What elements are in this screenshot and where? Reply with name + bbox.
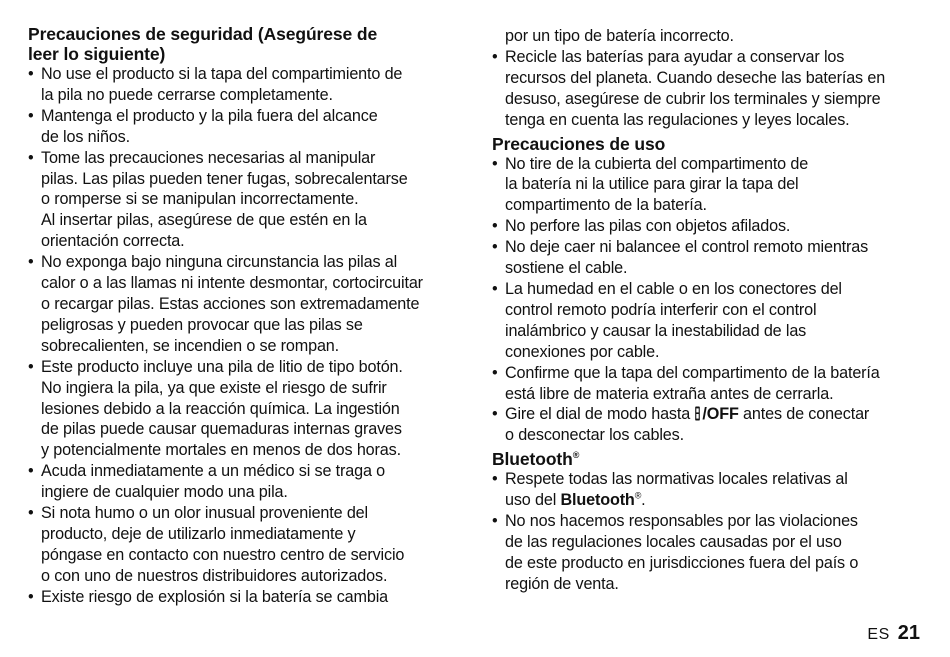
list-item: • No exponga bajo ninguna circunstancia las pilas al calor o a las llamas ni intente desmontar, cortocircuitar o recargar pilas. Estas acciones son extremadamente peligrosas y pueden provocar que las pilas se sobrecalienten, se incendien o se rompan. <box>28 252 460 357</box>
bluetooth-list <box>492 469 922 594</box>
bluetooth-heading <box>492 449 922 469</box>
bt-text-after: . <box>641 491 646 510</box>
list-item-dial <box>492 404 922 446</box>
dial-list <box>492 404 922 446</box>
dial-text-after: antes de conectar o desconectar los cables. <box>505 405 870 445</box>
list-item: • Existe riesgo de explosión si la batería se cambia <box>28 587 460 608</box>
continued-text: por un tipo de batería incorrecto. <box>505 27 734 45</box>
list-item: • No perfore las pilas con objetos afilados. <box>492 216 922 237</box>
registered-mark-inline: ® <box>634 490 642 501</box>
list-item: • Acuda inmediatamente a un médico si se traga o ingiere de cualquier modo una pila. <box>28 461 460 503</box>
bt-text-before: Respete todas las normativas locales relativas al uso del <box>505 470 848 510</box>
right-column <box>492 26 922 595</box>
recycle-list <box>492 47 922 131</box>
list-item: • Este producto incluye una pila de litio de tipo botón. No ingiera la pila, ya que existe el riesgo de sufrir lesiones debido a la reacción química. La ingestión de pilas puede causar quemaduras internas graves y potencialmente mortales en menos de dos horas. <box>28 357 460 462</box>
list-item: • Tome las precauciones necesarias al manipular pilas. Las pilas pueden tener fugas, sobrecalentarse o romperse si se manipulan incorrectamente. Al insertar pilas, asegúrese de que estén en la orientación correcta. <box>28 148 460 253</box>
list-item: • No tire de la cubierta del compartimento de la batería ni la utilice para girar la tapa del compartimento de la batería. <box>492 154 922 217</box>
list-item: • Mantenga el producto y la pila fuera del alcance de los niños. <box>28 106 460 148</box>
list-item: • No deje caer ni balancee el control remoto mientras sostiene el cable. <box>492 237 922 279</box>
language-code: ES <box>867 626 890 643</box>
dial-text-before: Gire el dial de modo hasta <box>505 405 695 424</box>
list-item: • Confirme que la tapa del compartimento de la batería está libre de materia extraña antes de cerrarla. <box>492 363 922 405</box>
registered-mark: ® <box>572 450 580 461</box>
safety-list <box>28 64 460 608</box>
mode-off-label: /OFF <box>702 405 739 424</box>
list-item: • Si nota humo o un olor inusual proveniente del producto, deje de utilizarlo inmediatamente y póngase en contacto con nuestro centro de servicio o con uno de nuestros distribuidores autorizados. <box>28 503 460 587</box>
bluetooth-bold: Bluetooth <box>560 491 635 510</box>
safety-heading: Precauciones de seguridad (Asegúrese de leer lo siguiente) <box>28 24 378 64</box>
list-item: • No use el producto si la tapa del compartimiento de la pila no puede cerrarse completamente. <box>28 64 460 106</box>
list-item-recycle: • Recicle las baterías para ayudar a conservar los recursos del planeta. Cuando deseche las baterías en desuso, asegúrese de cubrir los terminales y siempre tenga en cuenta las regulaciones y leyes locales. <box>492 47 922 131</box>
left-column <box>28 24 460 608</box>
usage-list <box>492 154 922 405</box>
usage-heading: Precauciones de uso <box>492 133 666 154</box>
battery-lock-icon <box>694 406 701 421</box>
page-footer <box>867 622 920 646</box>
list-item: • La humedad en el cable o en los conectores del control remoto podría interferir con el control inalámbrico y causar la inestabilidad de las conexiones por cable. <box>492 279 922 363</box>
list-item-bluetooth-liability: • No nos hacemos responsables por las violaciones de las regulaciones locales causadas por el uso de este producto en jurisdicciones fuera del país o región de venta. <box>492 511 922 595</box>
page-number: 21 <box>897 622 920 644</box>
list-item-bluetooth-rules <box>492 469 922 511</box>
bluetooth-heading-text: Bluetooth <box>492 449 573 470</box>
